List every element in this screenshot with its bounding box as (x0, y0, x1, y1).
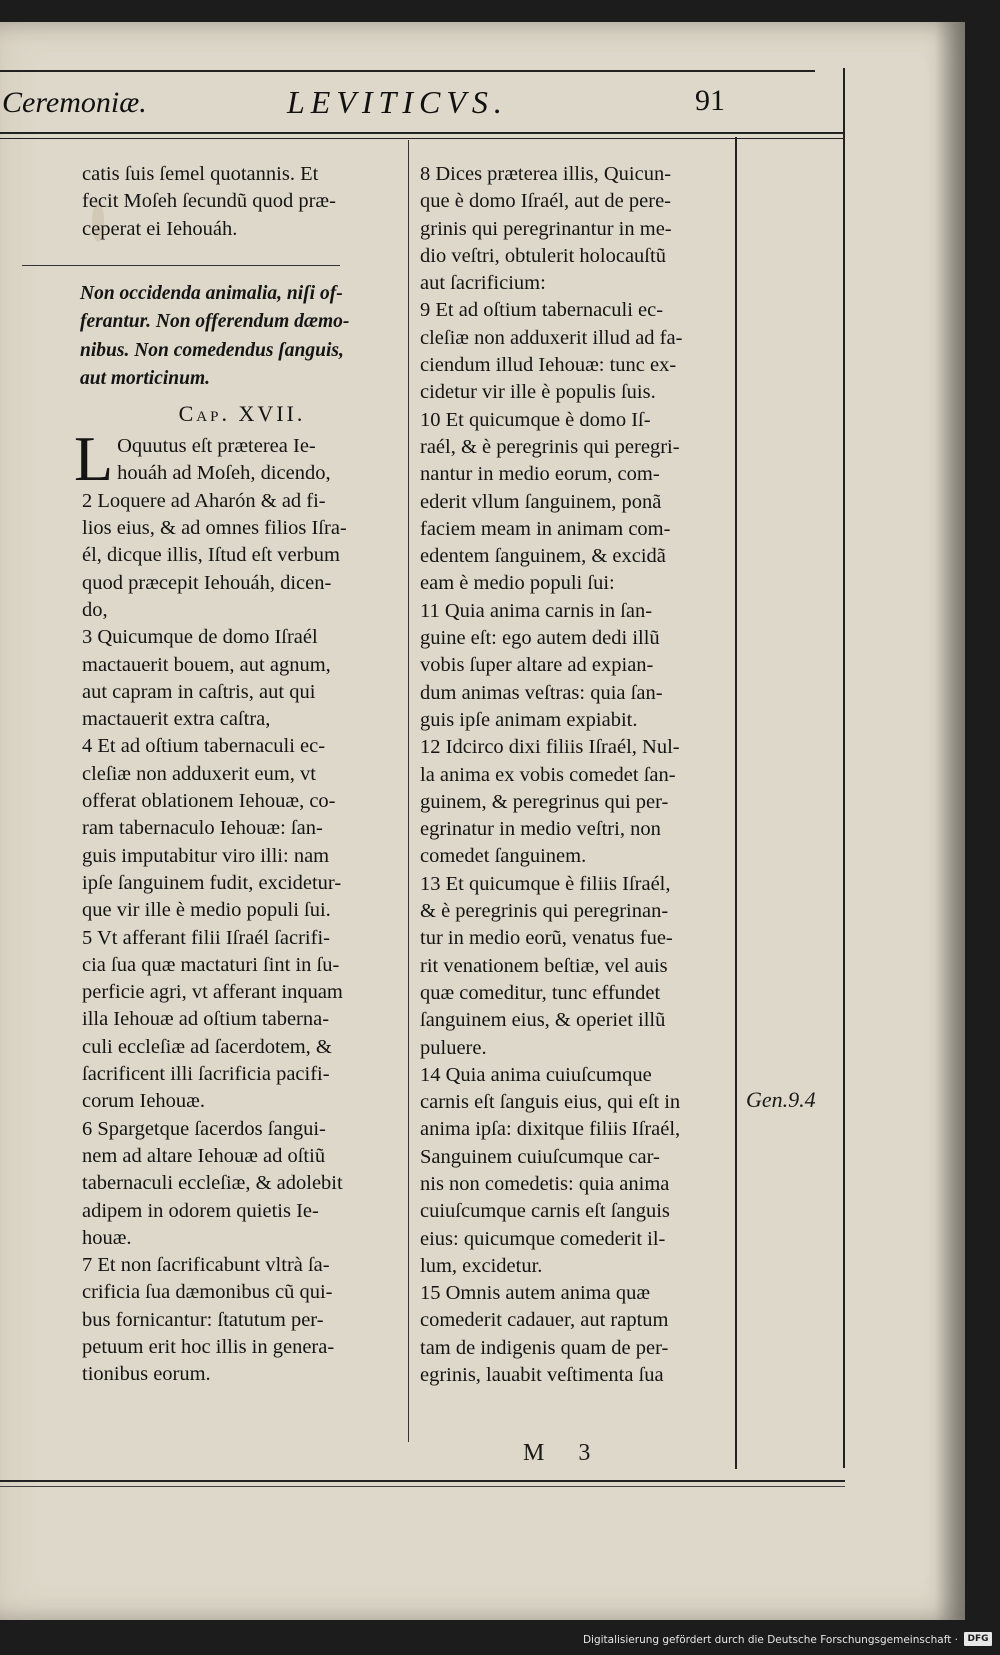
left-verses (82, 488, 402, 1389)
verse-line: nem ad altare Iehouæ ad oſtiũ (82, 1144, 326, 1167)
verse-line: offerat oblationem Iehouæ, co- (82, 790, 336, 813)
verse-line: ederit vllum ſanguinem, ponã (420, 490, 662, 513)
verse-line: guis imputabitur viro illi: nam (82, 844, 330, 867)
verse-line: cleſiæ non adduxerit eum, vt (82, 762, 316, 785)
verse-line: anima ipſa: dixitque filiis Iſraél, (420, 1118, 681, 1141)
verse-line: cleſiæ non adduxerit illud ad fa- (420, 326, 683, 349)
verse-line: eam è medio populi ſui: (420, 572, 615, 595)
verse-line: 9 Et ad oſtium tabernaculi ec- (420, 299, 664, 322)
verse (420, 598, 725, 734)
frame-right-rule (843, 68, 845, 1468)
verse-line: egrinis, lauabit veſtimenta ſua (420, 1364, 664, 1387)
header-rule-top (0, 70, 815, 72)
summary-line: Non occidenda animalia, niſi of- (80, 282, 343, 304)
verse-line: corum Iehouæ. (82, 1090, 205, 1113)
verse (420, 1062, 725, 1280)
summary-line: aut morticinum. (80, 368, 211, 390)
verse-line: cia ſua quæ mactaturi ſint in ſu- (82, 953, 340, 976)
summary-line: nibus. Non comedendus ſanguis, (80, 339, 344, 361)
verse-line: guis ipſe animam expiabit. (420, 708, 638, 731)
verse-line: 4 Et ad oſtium tabernaculi ec- (82, 735, 326, 758)
verse-line: carnis eſt ſanguis eius, qui eſt in (420, 1091, 681, 1114)
verse-line: do, (82, 598, 108, 621)
verse-line: 15 Omnis autem anima quæ (420, 1282, 651, 1305)
signature-mark: M 3 (523, 1440, 605, 1466)
verse-line: nis non comedetis: quia anima (420, 1172, 670, 1195)
verse-line: quod præcepit Iehouáh, dicen- (82, 571, 332, 594)
verse-line: cuiuſcumque carnis eſt ſanguis (420, 1200, 670, 1223)
verse-line: houæ. (82, 1226, 132, 1249)
verse-line: comederit cadauer, aut raptum (420, 1309, 669, 1332)
verse-line: 8 Dices præterea illis, Quicun- (420, 163, 672, 185)
verse-line: 5 Vt afferant filii Iſraél ſacrifi- (82, 926, 330, 949)
verse-line: illa Iehouæ ad oſtium taberna- (82, 1008, 330, 1031)
verse-line: guinem, & peregrinus qui per- (420, 790, 669, 813)
verse-line: ſanguinem eius, & operiet illũ (420, 1009, 666, 1032)
verse (420, 161, 725, 297)
verse-line: aut ſacrificium: (420, 272, 546, 295)
bottom-rule-thin (0, 1486, 845, 1487)
verse-line: ram tabernaculo Iehouæ: ſan- (82, 817, 323, 840)
page-number: 91 (695, 84, 725, 117)
verse-line: Sanguinem cuiuſcumque car- (420, 1145, 660, 1168)
opening-paragraph (74, 423, 402, 495)
column-divider (408, 140, 409, 1442)
footer-bar (0, 1624, 1000, 1655)
verse-line: perficie agri, vt afferant inquam (82, 981, 343, 1004)
verse-line: 7 Et non ſacrificabunt vltrà ſa- (82, 1254, 330, 1277)
verse-line: nantur in medio eorum, com- (420, 463, 660, 486)
verse (420, 1280, 725, 1389)
verse-line: 6 Spargetque ſacerdos ſangui- (82, 1117, 326, 1140)
verse-line: 2 Loquere ad Aharón & ad fi- (82, 489, 326, 512)
verse-line: culi eccleſiæ ad ſacerdotem, & (82, 1035, 332, 1058)
running-header (0, 84, 740, 130)
verse-line: dio veſtri, obtulerit holocauſtũ (420, 244, 666, 267)
verse-line: guine eſt: ego autem dedi illũ (420, 627, 660, 650)
verse-line: mactauerit bouem, aut agnum, (82, 653, 331, 676)
verse (82, 1116, 402, 1252)
chapter-summary (40, 280, 402, 394)
verse-line: petuum erit hoc illis in genera- (82, 1335, 335, 1358)
drop-cap: L (74, 423, 114, 495)
text-line: houáh ad Moſeh, dicendo, (117, 462, 331, 485)
header-rule-bottom (0, 132, 845, 134)
verse-line: 11 Quia anima carnis in ſan- (420, 599, 653, 622)
verse-line: bus fornicantur: ſtatutum per- (82, 1308, 324, 1331)
verse-line: ciendum illud Iehouæ: tunc ex- (420, 354, 677, 377)
verse-line: él, dicque illis, Iſtud eſt verbum (82, 544, 340, 567)
verse (420, 297, 725, 406)
verse (82, 1252, 402, 1388)
verse-line: eius: quicumque comederit il- (420, 1227, 666, 1250)
verse-line: tam de indigenis quam de per- (420, 1336, 669, 1359)
summary-line: ferantur. Non offerendum dæmo- (80, 311, 350, 333)
right-column (420, 161, 725, 1389)
book-page (0, 22, 965, 1620)
verse-line: ſacrificent illi ſacrificia pacifi- (82, 1063, 330, 1086)
verse-line: aut capram in caſtris, aut qui (82, 680, 316, 703)
verse-line: 14 Quia anima cuiuſcumque (420, 1063, 652, 1086)
verse-line: tabernaculi eccleſiæ, & adolebit (82, 1172, 343, 1195)
verse (82, 488, 402, 624)
verse (420, 871, 725, 1062)
verse-line: vobis ſuper altare ad expian- (420, 654, 654, 677)
header-section: Ceremoniæ. (2, 86, 147, 119)
verse-line: tionibus eorum. (82, 1363, 211, 1386)
verse-line: adipem in odorem quietis Ie- (82, 1199, 319, 1222)
margin-reference: Gen.9.4 (746, 1087, 816, 1112)
verse-line: ipſe ſanguinem fudit, excidetur- (82, 871, 342, 894)
verse-line: raél, & è peregrinis qui peregri- (420, 435, 680, 458)
verse-line: quæ comeditur, tunc effundet (420, 981, 661, 1004)
verse-line: que è domo Iſraél, aut de pere- (420, 190, 672, 213)
verse-line: edentem ſanguinem, & excidã (420, 545, 666, 568)
verse-line: tur in medio eorũ, venatus fue- (420, 927, 673, 950)
verse-line: dum animas veſtras: quia ſan- (420, 681, 663, 704)
verse-line: lios eius, & ad omnes filios Iſra- (82, 517, 347, 540)
section-separator (22, 265, 340, 266)
page-shadow (935, 22, 965, 1620)
verse-line: lum, excidetur. (420, 1254, 543, 1277)
text-line: fecit Moſeh ſecundũ quod præ- (82, 190, 336, 213)
funding-credit: Digitalisierung gefördert durch die Deutsche Forschungsgemeinschaft · (582, 1634, 958, 1646)
frame-inner-right-rule (735, 137, 737, 1469)
verse-line: 3 Quicumque de domo Iſraél (82, 626, 318, 649)
verse-line: 12 Idcirco dixi filiis Iſraél, Nul- (420, 736, 680, 759)
verse-line: que vir ille è medio populi ſui. (82, 899, 331, 922)
verse (420, 734, 725, 870)
left-column (74, 161, 402, 1389)
text-line: catis ſuis ſemel quotannis. Et (82, 163, 319, 185)
verse (420, 407, 725, 598)
verse-line: 13 Et quicumque è filiis Iſraél, (420, 872, 671, 895)
header-book-title: LEVITICVS. (287, 84, 508, 120)
verse (82, 733, 402, 924)
verse-line: grinis qui peregrinantur in me- (420, 217, 672, 240)
header-rule-bottom-thin (0, 138, 845, 139)
text-line: ceperat ei Iehouáh. (82, 217, 238, 240)
bottom-rule (0, 1480, 845, 1482)
intro-text (82, 161, 402, 243)
verse-line: egrinatur in medio veſtri, non (420, 818, 661, 841)
verse-line: mactauerit extra caſtra, (82, 708, 271, 731)
verse-line: & è peregrinis qui peregrinan- (420, 900, 669, 923)
verse-line: puluere. (420, 1036, 487, 1059)
verse-line: comedet ſanguinem. (420, 845, 587, 868)
verse-line: faciem meam in animam com- (420, 517, 671, 540)
verse (82, 925, 402, 1116)
right-verses (420, 161, 725, 1389)
dfg-logo: DFG (964, 1632, 992, 1646)
chapter-heading: Cap. XVII. (178, 400, 306, 426)
text-line: Oquutus eſt præterea Ie- (117, 435, 316, 458)
verse-line: 10 Et quicumque è domo Iſ- (420, 408, 651, 431)
verse (82, 624, 402, 733)
verse-line: crificia ſua dæmonibus cũ qui- (82, 1281, 333, 1304)
verse-line: cidetur vir ille è populis ſuis. (420, 381, 656, 404)
verse-line: la anima ex vobis comedet ſan- (420, 763, 676, 786)
verse-line: rit venationem beſtiæ, vel auis (420, 954, 668, 977)
